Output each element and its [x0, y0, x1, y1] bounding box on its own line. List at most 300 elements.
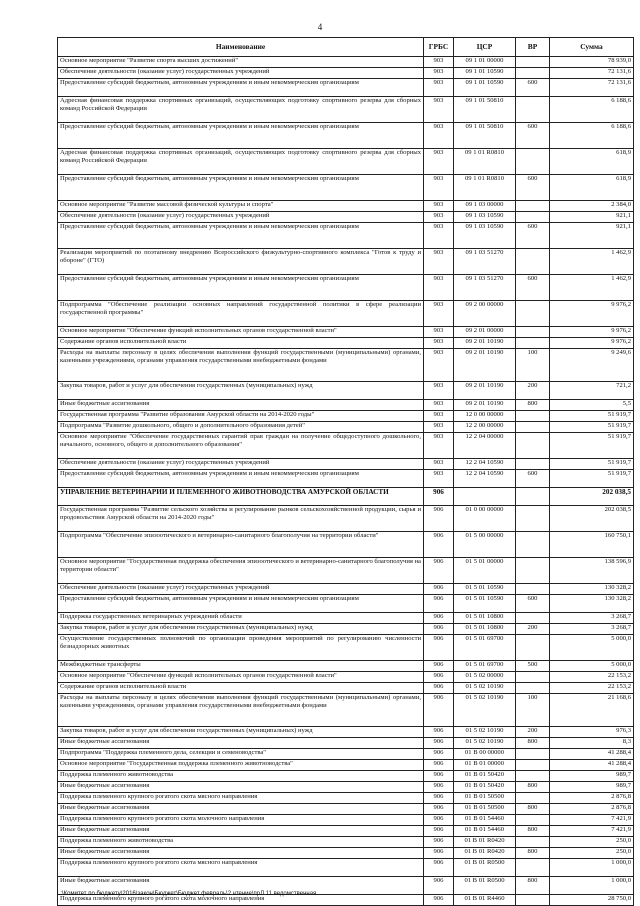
table-row [58, 782, 634, 793]
row-grbs: 903 [424, 123, 454, 149]
table-row [58, 79, 634, 97]
row-sum: 3 268,7 [550, 613, 634, 624]
table-row [58, 837, 634, 848]
row-sum: 51 919,7 [550, 433, 634, 459]
row-csr: 09 2 00 00000 [454, 301, 516, 327]
row-grbs: 906 [424, 613, 454, 624]
row-grbs: 906 [424, 532, 454, 558]
row-sum: 5,5 [550, 400, 634, 411]
table-row [58, 793, 634, 804]
row-name: Основное мероприятие "Обеспечение государственных гарантий прав граждан на получение общедоступного дошкольного, начального, основного, общего и дополнительного образования" [58, 433, 424, 459]
row-grbs: 903 [424, 470, 454, 488]
table-row [58, 859, 634, 877]
table-row [58, 488, 634, 506]
row-vr: 800 [516, 826, 550, 837]
row-vr [516, 57, 550, 68]
row-vr [516, 433, 550, 459]
row-vr: 600 [516, 79, 550, 97]
table-row [58, 249, 634, 275]
row-grbs: 903 [424, 459, 454, 470]
row-vr [516, 459, 550, 470]
table-row [58, 433, 634, 459]
table-row [58, 349, 634, 382]
row-vr [516, 558, 550, 584]
row-name: Предоставление субсидий бюджетным, автономным учреждениям и иным некоммерческим организациям [58, 123, 424, 149]
row-vr: 600 [516, 275, 550, 301]
row-grbs: 906 [424, 804, 454, 815]
row-sum: 2 876,8 [550, 804, 634, 815]
row-sum: 22 153,2 [550, 683, 634, 694]
table-row [58, 635, 634, 661]
row-name: Закупка товаров, работ и услуг для обеспечения государственных (муниципальных) нужд [58, 727, 424, 738]
table-row [58, 400, 634, 411]
row-csr: 01 5 01 69700 [454, 661, 516, 672]
row-vr [516, 422, 550, 433]
row-grbs: 906 [424, 877, 454, 895]
row-vr [516, 212, 550, 223]
row-sum: 9 976,2 [550, 338, 634, 349]
row-sum: 250,0 [550, 848, 634, 859]
row-name: Подпрограмма "Поддержка племенного дела, селекции и семеноводства" [58, 749, 424, 760]
row-csr: 09 1 01 R0810 [454, 175, 516, 201]
row-vr [516, 771, 550, 782]
row-vr [516, 683, 550, 694]
row-grbs: 903 [424, 68, 454, 79]
table-row [58, 672, 634, 683]
row-sum: 8,3 [550, 738, 634, 749]
row-sum: 250,0 [550, 837, 634, 848]
row-name: Подпрограмма "Обеспечение реализации основных направлений государственной политики в сфере реализации государственной программы" [58, 301, 424, 327]
row-csr: 09 1 03 51270 [454, 275, 516, 301]
row-name: Иные бюджетные ассигнования [58, 738, 424, 749]
row-csr: 01 5 00 00000 [454, 532, 516, 558]
row-sum: 989,7 [550, 782, 634, 793]
table-row [58, 848, 634, 859]
table-row [58, 201, 634, 212]
row-grbs: 906 [424, 624, 454, 635]
row-sum: 2 876,8 [550, 793, 634, 804]
row-csr: 09 2 01 10190 [454, 382, 516, 400]
row-csr: 01 5 02 00000 [454, 672, 516, 683]
row-sum: 1 462,9 [550, 275, 634, 301]
row-sum: 72 131,6 [550, 79, 634, 97]
row-sum: 51 919,7 [550, 459, 634, 470]
header-csr: ЦСР [454, 38, 516, 57]
row-vr [516, 338, 550, 349]
row-name: Иные бюджетные ассигнования [58, 826, 424, 837]
row-vr: 500 [516, 661, 550, 672]
row-grbs: 903 [424, 338, 454, 349]
row-name: Поддержка племенного крупного рогатого скота молочного направления [58, 815, 424, 826]
table-row [58, 275, 634, 301]
row-csr: 09 1 01 50810 [454, 123, 516, 149]
row-csr: 09 1 03 00000 [454, 201, 516, 212]
row-csr: 09 2 01 10190 [454, 349, 516, 382]
table-row [58, 532, 634, 558]
row-name: Обеспечение деятельности (оказание услуг) государственных учреждений [58, 459, 424, 470]
row-name: Иные бюджетные ассигнования [58, 848, 424, 859]
row-vr [516, 749, 550, 760]
row-grbs: 903 [424, 349, 454, 382]
row-sum: 51 919,7 [550, 422, 634, 433]
row-sum: 921,1 [550, 223, 634, 249]
row-csr: 12 2 04 00000 [454, 433, 516, 459]
row-csr: 12 2 00 00000 [454, 422, 516, 433]
row-name: Содержание органов исполнительной власти [58, 683, 424, 694]
table-row [58, 57, 634, 68]
row-csr: 09 1 01 50810 [454, 97, 516, 123]
row-vr [516, 301, 550, 327]
row-csr: 01 В 00 00000 [454, 749, 516, 760]
row-grbs: 903 [424, 382, 454, 400]
row-csr: 01 В 01 54460 [454, 826, 516, 837]
row-name: Предоставление субсидий бюджетным, автономным учреждениям и иным некоммерческим организациям [58, 79, 424, 97]
row-name: Иные бюджетные ассигнования [58, 804, 424, 815]
row-grbs: 903 [424, 327, 454, 338]
row-sum: 41 288,4 [550, 760, 634, 771]
row-name: Обеспечение деятельности (оказание услуг) государственных учреждений [58, 68, 424, 79]
row-grbs: 906 [424, 848, 454, 859]
row-name: Основное мероприятие "Государственная поддержка племенного животноводства" [58, 760, 424, 771]
row-sum: 3 268,7 [550, 624, 634, 635]
row-sum: 78 939,0 [550, 57, 634, 68]
row-vr: 600 [516, 470, 550, 488]
row-vr [516, 506, 550, 532]
row-name: Расходы на выплаты персоналу в целях обеспечения выполнения функций государственными (муниципальными) органами, казенными учреждениями, органами управления государственными внебюджетными фондами [58, 694, 424, 727]
row-name: Обеспечение деятельности (оказание услуг) государственных учреждений [58, 212, 424, 223]
header-vr: ВР [516, 38, 550, 57]
row-sum: 51 919,7 [550, 470, 634, 488]
row-vr: 600 [516, 595, 550, 613]
budget-table [57, 37, 634, 906]
row-sum: 28 750,0 [550, 895, 634, 906]
row-grbs: 906 [424, 595, 454, 613]
table-row [58, 558, 634, 584]
row-sum: 22 153,2 [550, 672, 634, 683]
row-grbs: 903 [424, 212, 454, 223]
row-vr: 600 [516, 175, 550, 201]
row-vr: 200 [516, 727, 550, 738]
row-vr: 200 [516, 382, 550, 400]
row-sum: 41 288,4 [550, 749, 634, 760]
row-csr: 09 1 01 10590 [454, 79, 516, 97]
table-row [58, 212, 634, 223]
row-csr: 01 В 01 R0420 [454, 837, 516, 848]
row-csr: 01 В 01 R4460 [454, 895, 516, 906]
row-name: Поддержка племенного крупного рогатого скота мясного направления [58, 793, 424, 804]
row-vr [516, 201, 550, 212]
row-vr [516, 149, 550, 175]
row-csr: 01 В 01 50420 [454, 782, 516, 793]
table-row [58, 68, 634, 79]
row-vr [516, 837, 550, 848]
row-name: УПРАВЛЕНИЕ ВЕТЕРИНАРИИ И ПЛЕМЕННОГО ЖИВОТНОВОДСТВА АМУРСКОЙ ОБЛАСТИ [58, 488, 424, 506]
row-grbs: 903 [424, 275, 454, 301]
row-vr: 200 [516, 624, 550, 635]
row-vr: 800 [516, 400, 550, 411]
row-vr: 600 [516, 223, 550, 249]
row-csr: 01 5 01 69700 [454, 635, 516, 661]
row-vr [516, 249, 550, 275]
row-name: Иные бюджетные ассигнования [58, 877, 424, 895]
row-csr: 12 0 00 00000 [454, 411, 516, 422]
row-name: Закупка товаров, работ и услуг для обеспечения государственных (муниципальных) нужд [58, 382, 424, 400]
row-csr: 09 1 01 R0810 [454, 149, 516, 175]
row-name: Межбюджетные трансферты [58, 661, 424, 672]
row-sum: 138 596,9 [550, 558, 634, 584]
table-row [58, 683, 634, 694]
row-sum: 51 919,7 [550, 411, 634, 422]
table-body [58, 57, 634, 906]
row-grbs: 906 [424, 826, 454, 837]
row-csr: 12 2 04 10590 [454, 470, 516, 488]
row-name: Государственная программа "Развитие сельского хозяйства и регулирование рынков сельскохозяйственной продукции, сырья и продовольствия Амурской области на 2014-2020 годы" [58, 506, 424, 532]
row-name: Поддержка племенного животноводства [58, 837, 424, 848]
row-grbs: 906 [424, 815, 454, 826]
table-row [58, 506, 634, 532]
row-vr: 600 [516, 123, 550, 149]
row-sum: 202 038,5 [550, 506, 634, 532]
row-csr [454, 488, 516, 506]
table-row [58, 301, 634, 327]
row-grbs: 906 [424, 683, 454, 694]
row-vr: 800 [516, 738, 550, 749]
row-vr: 100 [516, 694, 550, 727]
table-row [58, 422, 634, 433]
row-csr: 01 В 01 R0500 [454, 877, 516, 895]
table-row [58, 595, 634, 613]
table-row [58, 459, 634, 470]
table-row [58, 149, 634, 175]
table-row [58, 327, 634, 338]
row-grbs: 906 [424, 760, 454, 771]
row-name: Предоставление субсидий бюджетным, автономным учреждениям и иным некоммерческим организациям [58, 595, 424, 613]
row-grbs: 903 [424, 149, 454, 175]
row-csr: 01 В 01 00000 [454, 760, 516, 771]
row-csr: 09 2 01 10190 [454, 338, 516, 349]
row-name: Адресная финансовая поддержка спортивных организаций, осуществляющих подготовку спортивного резерва для сборных команд Российской Федерации [58, 149, 424, 175]
row-vr: 800 [516, 782, 550, 793]
row-name: Основное мероприятие "Обеспечение функций исполнительных органов государственной власти" [58, 672, 424, 683]
row-csr: 01 5 02 10190 [454, 694, 516, 727]
row-name: Содержание органов исполнительной власти [58, 338, 424, 349]
row-csr: 01 5 01 10590 [454, 584, 516, 595]
row-grbs: 906 [424, 672, 454, 683]
row-sum: 130 328,2 [550, 584, 634, 595]
table-row [58, 470, 634, 488]
row-vr [516, 327, 550, 338]
row-name: Основное мероприятие "Государственная поддержка обеспечения эпизоотического и ветеринарно-санитарного благополучия на территории области" [58, 558, 424, 584]
row-csr: 01 В 01 R0420 [454, 848, 516, 859]
row-csr: 09 1 03 10590 [454, 223, 516, 249]
row-grbs: 903 [424, 301, 454, 327]
row-sum: 2 384,0 [550, 201, 634, 212]
row-csr: 01 В 01 50420 [454, 771, 516, 782]
row-grbs: 903 [424, 175, 454, 201]
row-csr: 01 В 01 54460 [454, 815, 516, 826]
row-name: Иные бюджетные ассигнования [58, 782, 424, 793]
table-row [58, 694, 634, 727]
table-row [58, 223, 634, 249]
row-vr [516, 411, 550, 422]
row-vr [516, 672, 550, 683]
table-row [58, 338, 634, 349]
row-name: Закупка товаров, работ и услуг для обеспечения государственных (муниципальных) нужд [58, 624, 424, 635]
row-name: Поддержка племенного животноводства [58, 771, 424, 782]
row-sum: 21 168,6 [550, 694, 634, 727]
row-name: Предоставление субсидий бюджетным, автономным учреждениям и иным некоммерческим организациям [58, 175, 424, 201]
row-grbs: 903 [424, 97, 454, 123]
page-number: 4 [317, 22, 323, 32]
row-sum: 6 188,6 [550, 123, 634, 149]
row-grbs: 903 [424, 422, 454, 433]
row-csr: 01 В 01 50500 [454, 804, 516, 815]
row-csr: 01 5 01 10590 [454, 595, 516, 613]
row-csr: 01 5 01 10800 [454, 613, 516, 624]
row-csr: 01 5 02 10190 [454, 738, 516, 749]
row-grbs: 906 [424, 488, 454, 506]
row-csr: 01 5 02 10190 [454, 683, 516, 694]
row-grbs: 903 [424, 249, 454, 275]
table-row [58, 175, 634, 201]
table-header-row [58, 38, 634, 57]
row-csr: 09 2 01 10190 [454, 400, 516, 411]
row-sum: 9 976,2 [550, 301, 634, 327]
row-sum: 721,2 [550, 382, 634, 400]
row-csr: 12 2 04 10590 [454, 459, 516, 470]
header-sum: Сумма [550, 38, 634, 57]
row-csr: 09 1 01 00000 [454, 57, 516, 68]
row-grbs: 903 [424, 201, 454, 212]
table-row [58, 760, 634, 771]
row-vr: 800 [516, 848, 550, 859]
row-grbs: 906 [424, 727, 454, 738]
row-sum: 1 000,0 [550, 877, 634, 895]
row-name: Поддержка племенного крупного рогатого скота молочного направления [58, 895, 424, 906]
row-name: Предоставление субсидий бюджетным, автономным учреждениям и иным некоммерческим организациям [58, 223, 424, 249]
row-sum: 9 976,2 [550, 327, 634, 338]
row-name: Поддержка племенного крупного рогатого скота мясного направления [58, 859, 424, 877]
row-csr: 09 2 01 00000 [454, 327, 516, 338]
row-grbs: 906 [424, 837, 454, 848]
table-row [58, 738, 634, 749]
row-grbs: 906 [424, 635, 454, 661]
row-name: Подпрограмма "Обеспечение эпизоотического и ветеринарно-санитарного благополучия на территории области" [58, 532, 424, 558]
row-grbs: 906 [424, 749, 454, 760]
row-csr: 01 В 01 50500 [454, 793, 516, 804]
row-grbs: 906 [424, 782, 454, 793]
row-sum: 976,3 [550, 727, 634, 738]
row-name: Основное мероприятие "Обеспечение функций исполнительных органов государственной власти" [58, 327, 424, 338]
row-vr [516, 815, 550, 826]
row-vr: 800 [516, 804, 550, 815]
row-csr: 01 В 01 R0500 [454, 859, 516, 877]
row-name: Адресная финансовая поддержка спортивных организаций, осуществляющих подготовку спортивного резерва для сборных команд Российской Федерации [58, 97, 424, 123]
row-grbs: 903 [424, 433, 454, 459]
row-grbs: 903 [424, 223, 454, 249]
row-sum: 618,9 [550, 149, 634, 175]
row-csr: 01 5 02 10190 [454, 727, 516, 738]
table-row [58, 382, 634, 400]
row-vr [516, 97, 550, 123]
row-sum: 1 000,0 [550, 859, 634, 877]
row-vr [516, 895, 550, 906]
row-vr [516, 793, 550, 804]
row-sum: 1 462,9 [550, 249, 634, 275]
row-vr [516, 68, 550, 79]
table-row [58, 749, 634, 760]
row-vr [516, 635, 550, 661]
row-grbs: 906 [424, 584, 454, 595]
row-sum: 618,9 [550, 175, 634, 201]
row-name: Расходы на выплаты персоналу в целях обеспечения выполнения функций государственными (муниципальными) органами, казенными учреждениями, органами управления государственными внебюджетными фондами [58, 349, 424, 382]
table-row [58, 771, 634, 782]
row-grbs: 906 [424, 694, 454, 727]
table-row [58, 97, 634, 123]
row-sum: 5 000,0 [550, 635, 634, 661]
row-grbs: 903 [424, 57, 454, 68]
table-row [58, 411, 634, 422]
table-row [58, 613, 634, 624]
row-sum: 202 038,5 [550, 488, 634, 506]
row-sum: 5 000,0 [550, 661, 634, 672]
row-sum: 7 421,9 [550, 826, 634, 837]
row-grbs: 906 [424, 558, 454, 584]
row-grbs: 903 [424, 79, 454, 97]
header-grbs: ГРБС [424, 38, 454, 57]
row-vr: 100 [516, 349, 550, 382]
row-grbs: 906 [424, 661, 454, 672]
row-name: Реализация мероприятий по поэтапному внедрению Всероссийского физкультурно-спортивного комплекса "Готов к труду и обороне" (ГТО) [58, 249, 424, 275]
table-row [58, 804, 634, 815]
table-row [58, 727, 634, 738]
row-vr [516, 584, 550, 595]
row-vr [516, 488, 550, 506]
row-name: Подпрограмма "Развитие дошкольного, общего и дополнительного образования детей" [58, 422, 424, 433]
row-csr: 01 5 01 10800 [454, 624, 516, 635]
row-vr [516, 532, 550, 558]
row-sum: 6 188,6 [550, 97, 634, 123]
table-row [58, 584, 634, 595]
row-sum: 72 131,6 [550, 68, 634, 79]
row-grbs: 903 [424, 400, 454, 411]
table-row [58, 815, 634, 826]
row-csr: 09 1 03 51270 [454, 249, 516, 275]
row-grbs: 906 [424, 793, 454, 804]
row-name: Предоставление субсидий бюджетным, автономным учреждениям и иным некоммерческим организациям [58, 470, 424, 488]
row-vr: 800 [516, 877, 550, 895]
row-name: Основное мероприятие "Развитие спорта высших достижений" [58, 57, 424, 68]
table-row [58, 123, 634, 149]
row-sum: 160 750,1 [550, 532, 634, 558]
row-sum: 921,1 [550, 212, 634, 223]
table-row [58, 661, 634, 672]
header-name: Наименование [58, 38, 424, 57]
row-name: Обеспечение деятельности (оказание услуг) государственных учреждений [58, 584, 424, 595]
row-name: Предоставление субсидий бюджетным, автономным учреждениям и иным некоммерческим организациям [58, 275, 424, 301]
row-csr: 01 0 00 00000 [454, 506, 516, 532]
row-name: Государственная программа "Развитие образования Амурской области на 2014-2020 годы" [58, 411, 424, 422]
row-name: Основное мероприятие "Развитие массовой физической культуры и спорта" [58, 201, 424, 212]
row-csr: 01 5 01 00000 [454, 558, 516, 584]
row-vr [516, 859, 550, 877]
row-grbs: 903 [424, 411, 454, 422]
table-row [58, 826, 634, 837]
row-grbs: 906 [424, 859, 454, 877]
row-csr: 09 1 01 10590 [454, 68, 516, 79]
row-name: Иные бюджетные ассигнования [58, 400, 424, 411]
row-grbs: 906 [424, 738, 454, 749]
